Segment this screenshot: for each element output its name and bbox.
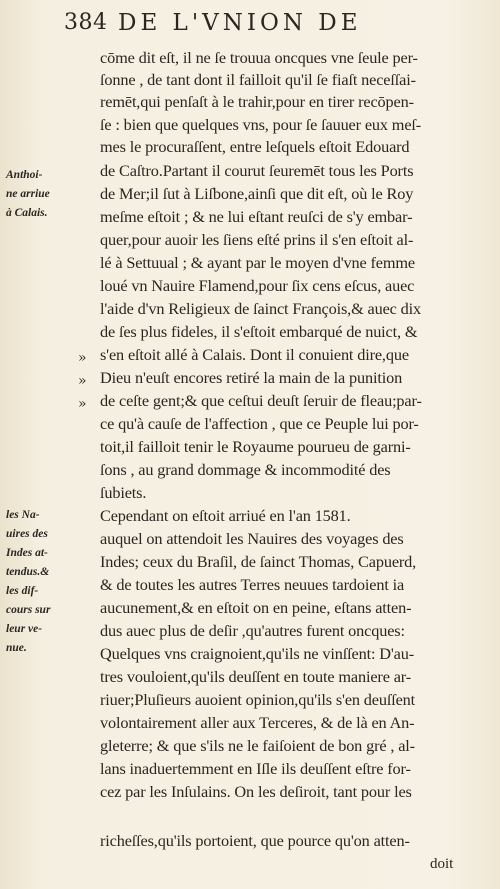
- text-line: & de toutes les autres Terres neuues tardoient ia: [100, 575, 405, 594]
- margin-note-line: Indes at-: [6, 547, 48, 559]
- margin-note-line: Anthoi-: [6, 169, 43, 181]
- text-line: ſubiets.: [100, 483, 147, 502]
- text-line: Indes; ceux du Braſil, de ſainct Thomas, Capuerd,: [100, 552, 417, 571]
- text-line: tres vouloient,qu'ils deuſſent en toute maniere ar-: [100, 667, 411, 686]
- margin-note-line: à Calais.: [6, 207, 48, 219]
- quote-mark: »: [78, 396, 87, 412]
- margin-note-line: cours sur: [6, 604, 51, 616]
- text-line: toit,il failloit tenir le Royaume pourueu de garni-: [100, 437, 411, 456]
- quote-mark: »: [78, 373, 87, 389]
- text-line: l'aide d'vn Religieux de ſainct François,& auec dix: [100, 299, 422, 318]
- text-line: quer,pour auoir les ſiens eſté prins il s'en eſtoit al-: [100, 230, 414, 249]
- text-line: aucunement,& en eſtoit on en peine, eſtans atten-: [100, 598, 412, 617]
- text-line: de ceſte gent;& que ceſtui deuſt ſeruir de fleau;par-: [100, 391, 422, 410]
- text-line: Quelques vns craignoient,qu'ils ne vinſſent: D'au-: [100, 644, 414, 663]
- text-line: riuer;Pluſieurs auoient opinion,qu'ils s'en deuſſent: [100, 690, 416, 709]
- page-header: [64, 10, 500, 40]
- text-line: gleterre; & que s'ils ne le faiſoient de bon gré , al-: [100, 736, 415, 755]
- quotation-marks: [78, 347, 94, 416]
- catchword: doit: [430, 856, 454, 872]
- text-line: richeſſes,qu'ils portoient, que pource qu'on atten-: [100, 831, 410, 850]
- text-line: auquel on attendoit les Nauires des voyages des: [100, 529, 404, 548]
- text-line: Cependant on eſtoit arriué en l'an 1581.: [100, 506, 351, 525]
- text-line: s'en eſtoit allé à Calais. Dont il conuient dire,que: [100, 345, 409, 364]
- page-number: 384: [64, 10, 108, 35]
- margin-note-anthoine: [6, 166, 66, 223]
- margin-note-line: les Na-: [6, 509, 40, 521]
- margin-note-line: uires des: [6, 528, 48, 540]
- text-line: loué vn Nauire Flamend,pour ſix cens eſcus, auec: [100, 276, 415, 295]
- text-line: de ſes plus fideles, il s'eſtoit embarqué de nuict, &: [100, 322, 418, 341]
- margin-note-line: ne arriue: [6, 188, 50, 200]
- text-line: ce qu'à cauſe de l'affection , que ce Peuple lui por-: [100, 414, 419, 433]
- text-line: lans inaduertemment en Iſle ils deuſſent eſtre for-: [100, 759, 411, 778]
- text-line: cez par les Inſulains. On les deſiroit, tant pour les: [100, 782, 412, 801]
- text-line: Dieu n'euſt encores retiré la main de la punition: [100, 368, 403, 387]
- running-title: DE L'VNION DE: [118, 10, 362, 36]
- text-line: de Caſtro.Partant il courut ſeuremēt tous les Ports: [100, 161, 414, 180]
- text-line: dus auec plus de deſir ,qu'autres furent oncques:: [100, 621, 405, 640]
- text-line: ſonne , de tant dont il failloit qu'il ſe fiaſt neceſſai-: [100, 70, 416, 89]
- margin-note-line: les dif-: [6, 585, 39, 597]
- text-line: meſme eſtoit ; & ne lui eſtant reuſci de s'y embar-: [100, 207, 413, 226]
- text-line: mes le procuraſſent, entre leſquels eſtoit Edouard: [100, 137, 410, 156]
- text-line: ſe : bien que quelques vns, pour ſe ſauuer eux meſ-: [100, 115, 422, 134]
- margin-note-line: tendus.&: [6, 566, 50, 578]
- margin-note-line: leur ve-: [6, 623, 43, 635]
- text-line: lé à Settuual ; & ayant par le moyen d'vne femme: [100, 253, 415, 272]
- text-line: de Mer;il ſut à Liſbone,ainſi que dit eſt, où le Roy: [100, 184, 414, 203]
- quote-mark: »: [78, 350, 87, 366]
- text-line: volontairement aller aux Terceres, & de là en An-: [100, 713, 415, 732]
- margin-note-nauires: [6, 506, 66, 658]
- text-line: ſons , au grand dommage & incommodité des: [100, 460, 391, 479]
- margin-note-line: nue.: [6, 642, 27, 654]
- text-line: cōme dit eſt, il ne ſe trouua oncques vne ſeule per-: [100, 48, 418, 67]
- text-line: remēt,qui penſaſt à le trahir,pour en tirer recōpen-: [100, 92, 414, 111]
